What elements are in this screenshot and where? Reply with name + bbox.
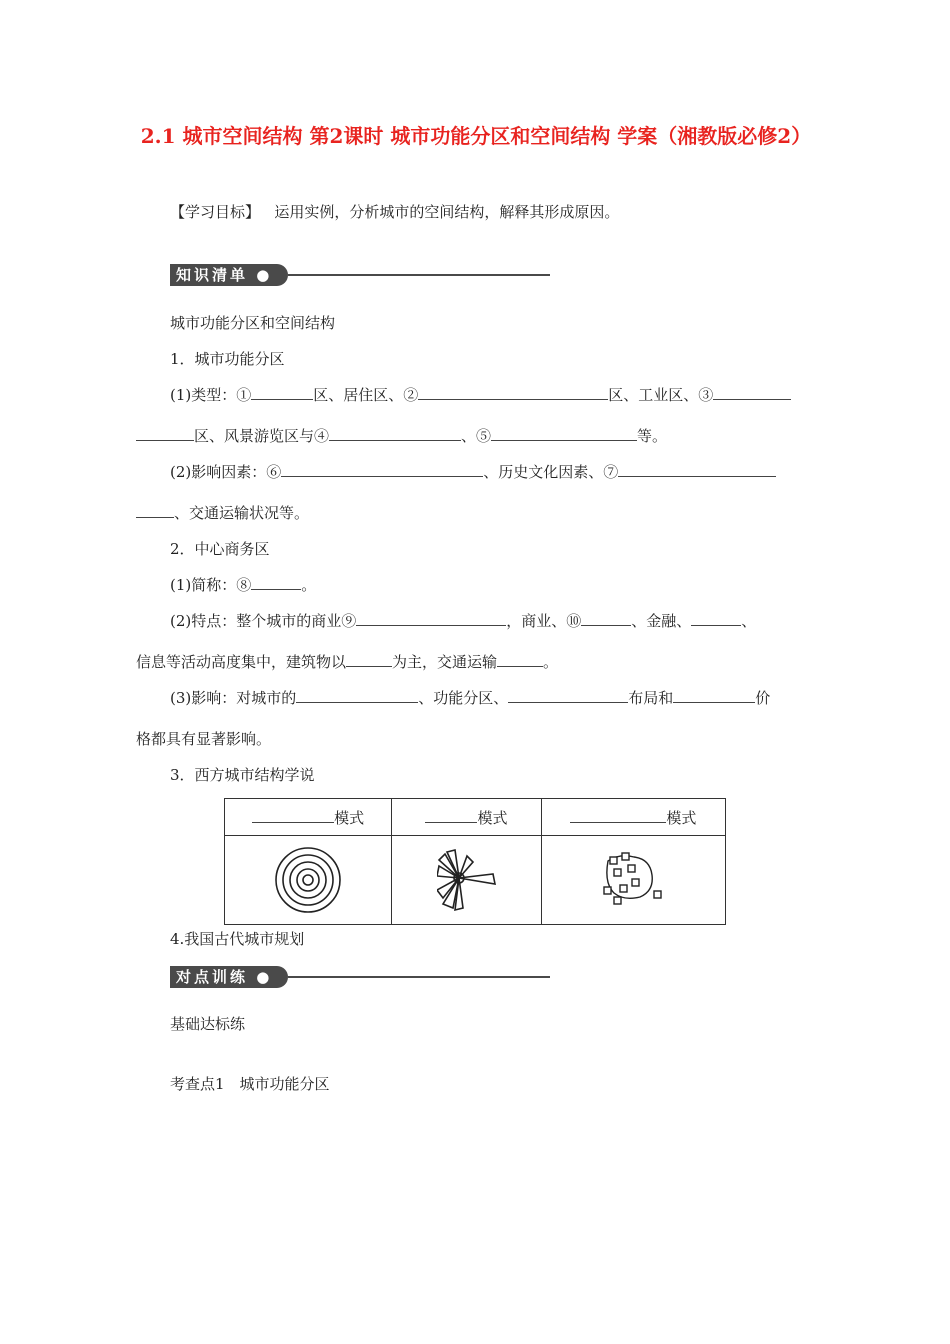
heading-cbd: 2．中心商务区 <box>170 540 270 558</box>
heading-western-theories: 3．西方城市结构学说 <box>170 766 315 784</box>
objective-text: 运用实例，分析城市的空间结构，解释其形成原因。 <box>274 203 620 221</box>
blank-7b <box>136 503 174 518</box>
blank-6 <box>281 462 483 477</box>
factors-line-2: 、交通运输状况等。 <box>136 503 309 523</box>
practice-point: 考查点1 城市功能分区 <box>170 1075 330 1093</box>
cbd-abbrev: (1)简称：⑧ 。 <box>170 576 317 594</box>
blank-8 <box>251 575 301 590</box>
blank-9 <box>356 611 506 626</box>
factors-line-1: (2)影响因素：⑥ 、历史文化因素、⑦ <box>170 462 776 482</box>
model-header-multiple-nuclei: 模式 <box>541 799 725 836</box>
heading-functional-zones: 1．城市功能分区 <box>170 350 285 368</box>
types-line-2: 区、风景游览区与④ 、⑤ 等。 <box>136 426 667 446</box>
learning-objective <box>170 202 619 222</box>
sector-fan-icon <box>437 848 497 912</box>
divider <box>288 274 550 276</box>
blank-11 <box>346 652 392 667</box>
practice-subtitle: 基础达标练 <box>170 1015 246 1033</box>
banner-knowledge-list <box>170 264 550 286</box>
sector-model-diagram <box>392 836 541 925</box>
model-header-concentric: 模式 <box>225 799 392 836</box>
multiple-nuclei-diagram <box>541 836 725 925</box>
blank-12 <box>497 652 543 667</box>
blank-7 <box>618 462 776 477</box>
blank-14 <box>508 688 628 703</box>
cbd-features-line-2: 信息等活动高度集中，建筑物以 为主，交通运输 。 <box>136 653 559 671</box>
blank-10 <box>581 611 631 626</box>
blank-4 <box>329 426 461 441</box>
model-header-sector: 模式 <box>392 799 541 836</box>
blank-10b <box>691 611 741 626</box>
multiple-nuclei-icon <box>600 851 666 909</box>
section-title: 城市功能分区和空间结构 <box>170 314 336 332</box>
banner-label: 知识清单 ● <box>170 264 288 286</box>
blank-13 <box>296 688 418 703</box>
concentric-zone-diagram <box>225 836 392 925</box>
banner-label: 对点训练 ● <box>170 966 288 988</box>
objective-label: 【学习目标】 <box>170 203 261 221</box>
page-title: 2.1 城市空间结构 第2课时 城市功能分区和空间结构 学案（湘教版必修2） <box>140 124 812 148</box>
blank-15 <box>673 688 755 703</box>
blank-1 <box>251 385 313 400</box>
concentric-circles-icon <box>273 845 343 915</box>
blank-3b <box>136 426 194 441</box>
blank-3 <box>713 385 791 400</box>
cbd-impact-line-2: 格都具有显著影响。 <box>136 730 272 748</box>
blank-2 <box>418 385 608 400</box>
divider <box>288 976 550 978</box>
cbd-impact-line-1: (3)影响：对城市的 、功能分区、 布局和 价 <box>170 689 771 707</box>
heading-ancient-planning: 4.我国古代城市规划 <box>170 930 305 948</box>
urban-models-table <box>224 798 726 925</box>
cbd-features-line-1: (2)特点：整个城市的商业⑨ ，商业、⑩ 、金融、 、 <box>170 612 757 630</box>
banner-practice <box>170 966 550 988</box>
blank-5 <box>491 426 637 441</box>
types-line-1: (1)类型：① 区、居住区、② 区、工业区、③ <box>170 385 791 405</box>
